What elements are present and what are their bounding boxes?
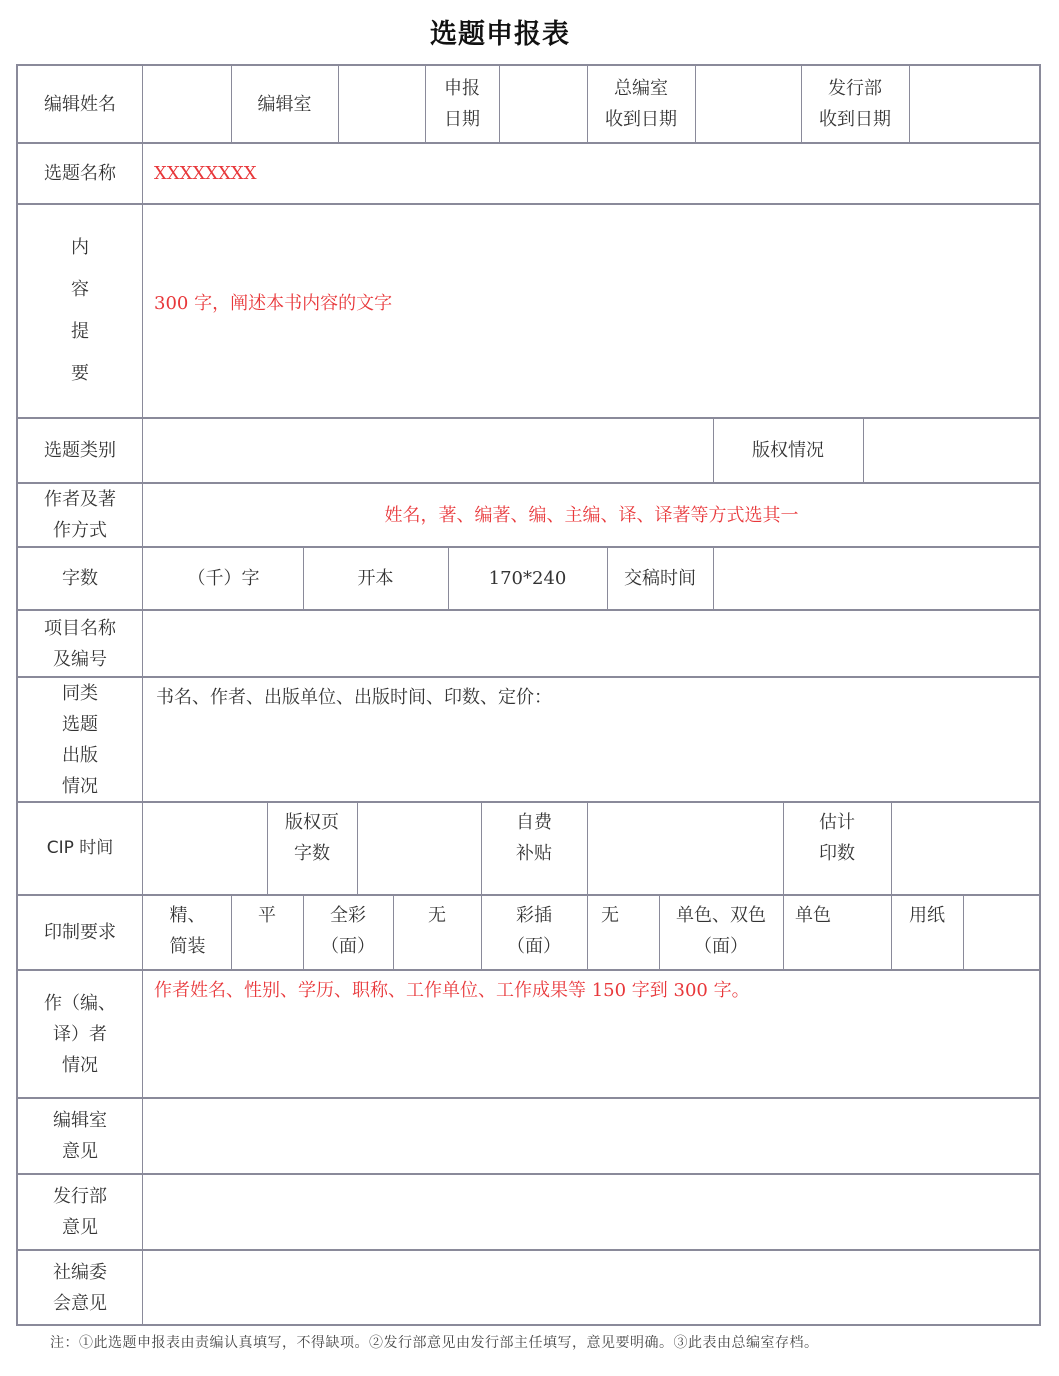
project-input[interactable]	[144, 611, 1037, 676]
delivery-time-input[interactable]	[715, 548, 1037, 609]
topic-category-label: 选题类别	[44, 440, 116, 461]
cell-divider	[338, 66, 339, 142]
cell-divider	[587, 801, 588, 894]
cell-divider	[695, 66, 696, 142]
distribution-date-input[interactable]	[911, 68, 1037, 140]
single-color-option[interactable]: 单色	[795, 905, 831, 926]
paper-label: 用纸	[909, 905, 945, 926]
delivery-time-label: 交稿时间	[624, 568, 696, 589]
cell-divider	[357, 801, 358, 894]
full-color-option[interactable]: 全彩 （面）	[321, 905, 375, 957]
cell-divider	[909, 66, 910, 142]
author-info-label: 作（编、 译）者 情况	[44, 992, 116, 1076]
word-count-unit[interactable]: （千）字	[187, 568, 260, 589]
similar-topics-label: 同类 选题 出版 情况	[62, 682, 98, 797]
paper-input[interactable]	[965, 896, 1037, 969]
project-label: 项目名称 及编号	[44, 617, 116, 670]
self-funded-label: 自费 补贴	[516, 812, 552, 864]
summary-value[interactable]: 300 字，阐述本书内容的文字	[154, 292, 393, 314]
committee-opinion-label: 社编委 会意见	[53, 1261, 107, 1314]
flat-option[interactable]: 平	[258, 905, 276, 926]
cell-divider	[963, 894, 964, 969]
editor-office-input[interactable]	[340, 68, 424, 140]
topic-category-input[interactable]	[144, 419, 712, 481]
label-column-divider	[142, 66, 143, 1324]
copyright-page-words-label: 版权页 字数	[285, 812, 339, 864]
self-funded-input[interactable]	[589, 803, 782, 894]
author-mode-value[interactable]: 姓名，著、编著、编、主编、译、译著等方式选其一	[384, 504, 799, 526]
author-mode-label: 作者及著 作方式	[44, 489, 116, 541]
summary-label: 内 容 提 要	[71, 237, 89, 384]
topic-name-label: 选题名称	[44, 163, 116, 184]
editor-name-label: 编辑姓名	[44, 93, 116, 115]
similar-topics-value[interactable]: 书名、作者、出版单位、出版时间、印数、定价：	[156, 687, 552, 708]
word-count-label: 字数	[62, 568, 98, 589]
editor-name-input[interactable]	[144, 68, 230, 140]
cell-divider	[783, 894, 784, 969]
copyright-status-label: 版权情况	[752, 440, 824, 461]
cell-divider	[713, 546, 714, 609]
author-info-value[interactable]: 作者姓名、性别、学历、职称、工作单位、工作成果等 150 字到 300 字。	[154, 980, 750, 1001]
binding-option[interactable]: 精、 简装	[169, 905, 206, 957]
book-format-value[interactable]: 170*240	[488, 568, 567, 589]
editor-office-label: 编辑室	[257, 93, 312, 115]
cip-time-input[interactable]	[144, 803, 266, 894]
chief-office-date-label: 总编室 收到日期	[605, 78, 677, 130]
color-insert-none[interactable]: 无	[601, 905, 619, 926]
apply-date-label: 申报 日期	[444, 78, 480, 130]
chief-office-date-input[interactable]	[697, 68, 800, 140]
book-format-label: 开本	[357, 568, 394, 589]
color-insert-option[interactable]: 彩插 （面）	[507, 905, 561, 957]
footnote: 注：①此选题申报表由责编认真填写，不得缺项。②发行部意见由发行部主任填写，意见要明确。③此表由总编室存档。	[50, 1335, 819, 1351]
print-requirements-label: 印制要求	[44, 922, 116, 943]
cell-divider	[863, 417, 864, 482]
topic-application-form	[16, 64, 1041, 1326]
full-color-none[interactable]: 无	[428, 905, 446, 926]
print-estimate-input[interactable]	[893, 803, 1037, 894]
cell-divider	[499, 66, 500, 142]
print-estimate-label: 估计 印数	[819, 812, 855, 864]
committee-opinion-input[interactable]	[144, 1251, 1037, 1324]
distribution-date-label: 发行部 收到日期	[819, 78, 891, 130]
topic-name-value[interactable]: XXXXXXXX	[154, 163, 257, 184]
office-opinion-input[interactable]	[144, 1099, 1037, 1173]
distribution-opinion-input[interactable]	[144, 1175, 1037, 1249]
single-double-color-option[interactable]: 单色、双色 （面）	[676, 905, 766, 957]
form-title: 选题申报表	[430, 19, 570, 50]
cell-divider	[587, 894, 588, 969]
distribution-opinion-label: 发行部 意见	[53, 1186, 107, 1238]
cip-time-label: CIP 时间	[46, 838, 114, 858]
copyright-status-input[interactable]	[865, 419, 1037, 481]
cell-divider	[891, 801, 892, 894]
copyright-page-words-input[interactable]	[359, 803, 480, 894]
office-opinion-label: 编辑室 意见	[53, 1110, 107, 1162]
apply-date-input[interactable]	[501, 68, 586, 140]
